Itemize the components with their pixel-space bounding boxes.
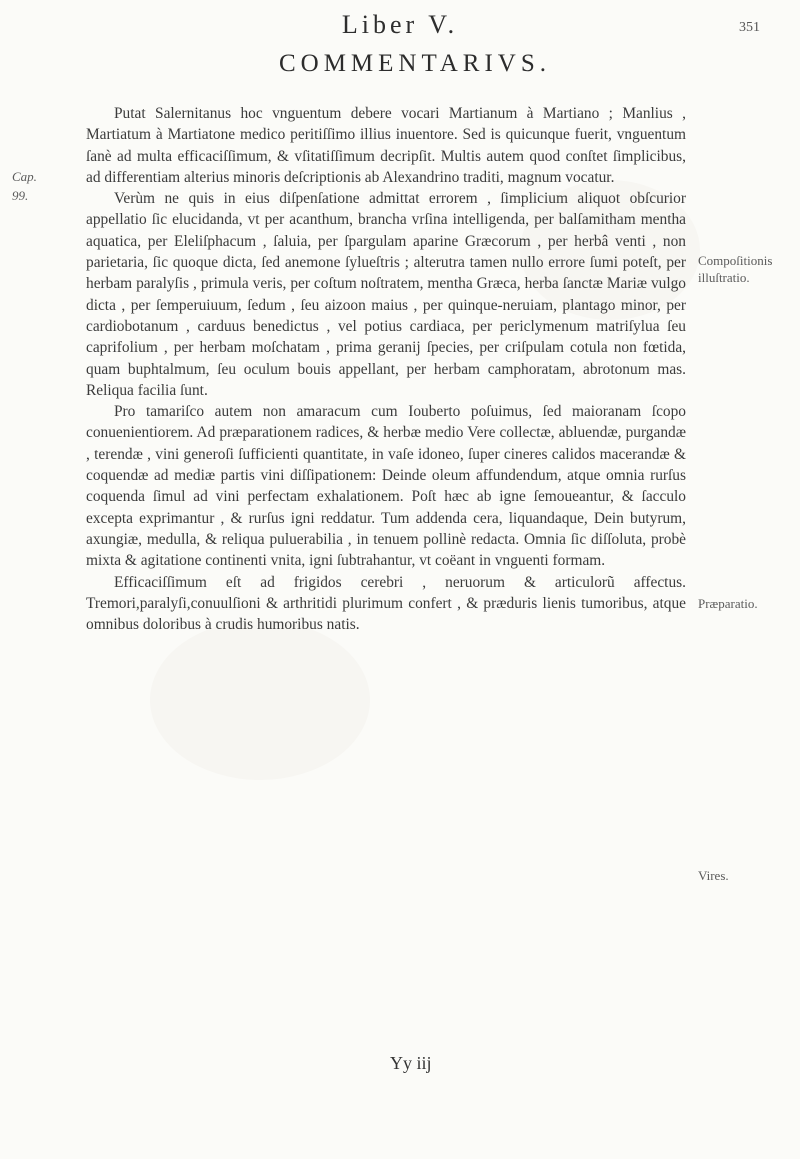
page-header bbox=[230, 10, 760, 44]
paragraph: Pro tamariſco autem non amaracum cum Iouberto poſuimus, ſed maioranam ſcopo conuenientiorem. Ad præparationem radices, & herbæ medio Vere collectæ, abluendæ, purgandæ , terendæ , vini generoſi ſufficienti quantitate, in vaſe idoneo, ſuper cineres calidos macerandæ & coquendæ ad mediæ partis vini diſſipationem: Deinde oleum affundendum, atque omnia rurſus coquenda ſimul ad vini perfectam exhalationem. Poſt hæc ab igne ſemoueantur, & ſacculo excepta exprimantur , & rurſus igni reddatur. Tum addenda cera, liquandaque, Dein butyrum, axungiæ, medulla, & reliqua puluerabilia , in tenuem pollinè redacta. Omnia ſic diſſoluta, probè mixta & agitatione continenti vnita, igni ſubtrahantur, vt coëant in vnguenti formam. bbox=[86, 403, 686, 570]
paper-stain bbox=[150, 620, 370, 780]
folio-number: 351 bbox=[739, 20, 760, 35]
margin-note-preparation: Præparatio. bbox=[698, 596, 758, 611]
commentary-body bbox=[86, 103, 686, 635]
paragraph: Efficaciſſimum eſt ad frigidos cerebri , neruorum & articulorũ affectus. Tremori,paralyſi,conuulſioni & arthritidi plurimum confert , & præduris lienis tumoribus, atque omnibus doloribus à crudis humoribus natis. bbox=[86, 573, 686, 634]
margin-note-chapter-number: 99. bbox=[12, 188, 29, 203]
running-title: Liber V. bbox=[341, 10, 459, 39]
signature-mark: Yy iij bbox=[390, 1053, 432, 1073]
margin-note-chapter: Cap. bbox=[12, 169, 37, 184]
section-title: COMMENTARIVS. bbox=[278, 50, 552, 77]
margin-note-composition: Compoſitionis illuſtratio. bbox=[698, 253, 773, 285]
paragraph: Verùm ne quis in eius diſpenſatione admittat errorem , ſimplicium aliquot obſcurior appellatio ſic elucidanda, vt per acanthum, brancha vrſina intelligenda, per balſamitham mentha aquatica, per Eleliſphacum , ſaluia, per ſpargulam aparine Græcorum , per herbâ venti , non parietaria, ſic quoque dicta, ſed anemone ſylueſtris ; alterutra tamen nullo errore ſumi poteſt, per herbam paralyſis , primula veris, per coſtum noſtratem, mentha Græca, herba ſanctæ Mariæ vulgo dicta , per ſemperuiuum, ſedum , ſeu aizoon maius , per quinque-neruiam, plantago minor, per cardiobotanum , carduus benedictus , vel potius cardiaca, per periclymenum matriſylua ſeu caprifolium , per herbam moſchatam , prima geranij ſpecies, per criſpulam cotula non fœtida, quam buphtalmum, ſeu oculum bouis appellant, per herbam camphoratam, abrotonum mas. Reliqua facilia ſunt. bbox=[86, 190, 686, 399]
paragraph: Putat Salernitanus hoc vnguentum debere vocari Martianum à Martiano ; Manlius , Martiatum à Martiatone medico peritiſſimo illius inuentore. Sed is quicunque fuerit, vnguentum ſanè ad multa efficaciſſimum, & vſitatiſſimum decripſit. Multis autem quod conſtet ſimplicibus, ad differentiam alterius minoris deſcriptionis ab Alexandrino traditi, magnum vocatur. bbox=[86, 105, 686, 186]
margin-note-virtues: Vires. bbox=[698, 868, 729, 883]
